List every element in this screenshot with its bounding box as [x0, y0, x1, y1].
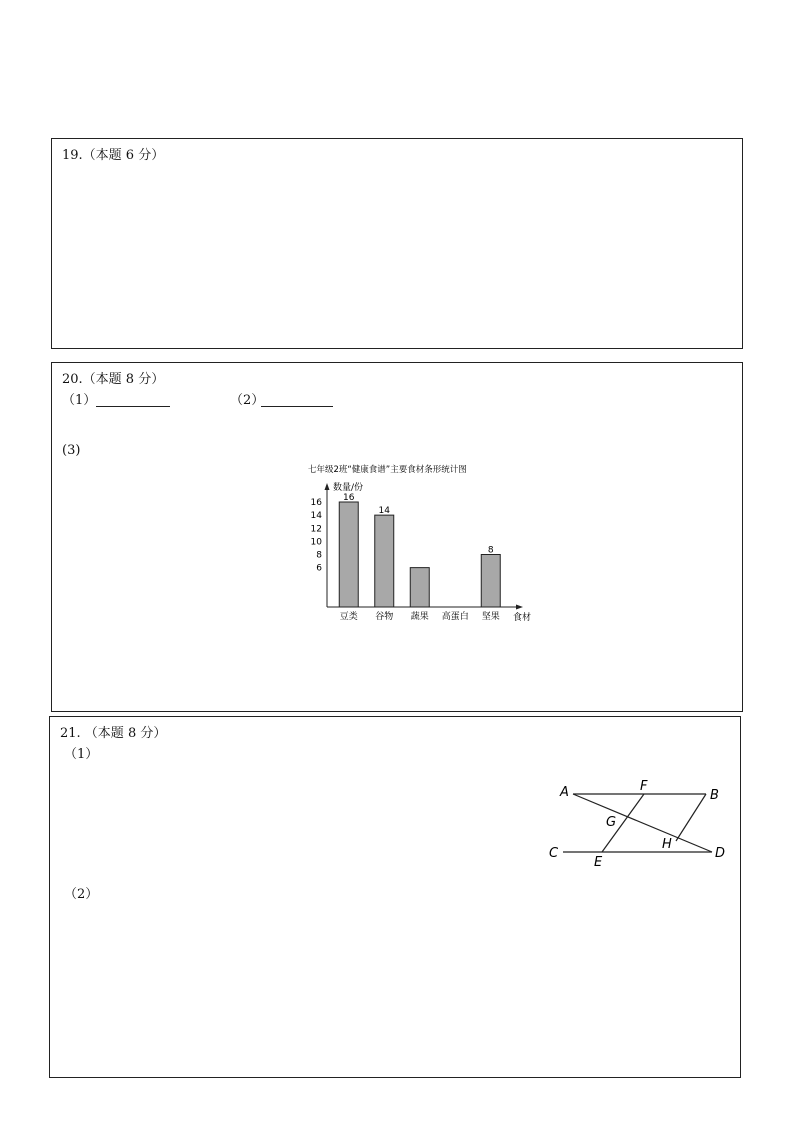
- parallel-lines-figure: [546, 775, 736, 875]
- x-axis-label: 食材: [513, 613, 532, 623]
- question-21-part-1-label: （1）: [64, 747, 99, 762]
- x-axis-arrow: [516, 605, 523, 610]
- question-20-part-3-label: (3): [62, 443, 81, 458]
- y-tick-label: 6: [316, 563, 322, 574]
- chart-title: 七年级2班“健康食谱”主要食材条形统计图: [308, 465, 467, 475]
- x-tick-label: 谷物: [375, 612, 394, 622]
- point-label-a: A: [560, 785, 569, 800]
- bar-value-label: 8: [487, 545, 494, 556]
- question-20-part-1-label: （1）: [62, 393, 97, 408]
- y-tick-label: 8: [316, 550, 322, 561]
- x-tick-label: 高蛋白: [441, 612, 469, 622]
- bar-chart: [300, 459, 550, 629]
- question-20-box: [51, 362, 743, 712]
- point-label-d: D: [715, 846, 726, 861]
- question-20-answer-blank-1[interactable]: [96, 406, 170, 407]
- y-tick-label: 12: [310, 524, 322, 535]
- question-21-header: 21. （本题 8 分）: [60, 726, 167, 741]
- question-21-box: [49, 716, 741, 1078]
- bar-value-label: 14: [378, 506, 390, 517]
- bar-4: [481, 555, 500, 608]
- y-tick-label: 16: [310, 498, 322, 508]
- point-label-e: E: [594, 855, 603, 870]
- point-label-c: C: [549, 846, 559, 861]
- y-tick-label: 10: [310, 537, 322, 548]
- point-label-b: B: [710, 788, 719, 803]
- bar-1: [375, 515, 394, 607]
- point-label-h: H: [662, 837, 672, 852]
- question-20-answer-blank-2[interactable]: [261, 406, 333, 407]
- question-21-part-2-label: （2）: [64, 887, 99, 902]
- question-20-part-2-label: （2）: [230, 393, 265, 408]
- y-tick-label: 14: [310, 511, 322, 522]
- segment-ad: [573, 794, 712, 852]
- point-label-g: G: [606, 815, 617, 830]
- question-20-header: 20.（本题 8 分）: [62, 372, 165, 387]
- y-axis-label: 数量/份: [333, 483, 364, 493]
- bar-0: [339, 502, 358, 607]
- question-19-box: [51, 138, 743, 349]
- y-axis-arrow: [325, 483, 330, 490]
- x-tick-label: 蔬果: [410, 612, 429, 622]
- x-tick-label: 坚果: [481, 612, 500, 622]
- bar-value-label: 16: [343, 493, 355, 503]
- segment-bh: [676, 794, 706, 841]
- bar-2: [410, 568, 429, 607]
- question-19-header: 19.（本题 6 分）: [62, 148, 165, 163]
- point-label-f: F: [640, 779, 648, 794]
- x-tick-label: 豆类: [339, 612, 358, 622]
